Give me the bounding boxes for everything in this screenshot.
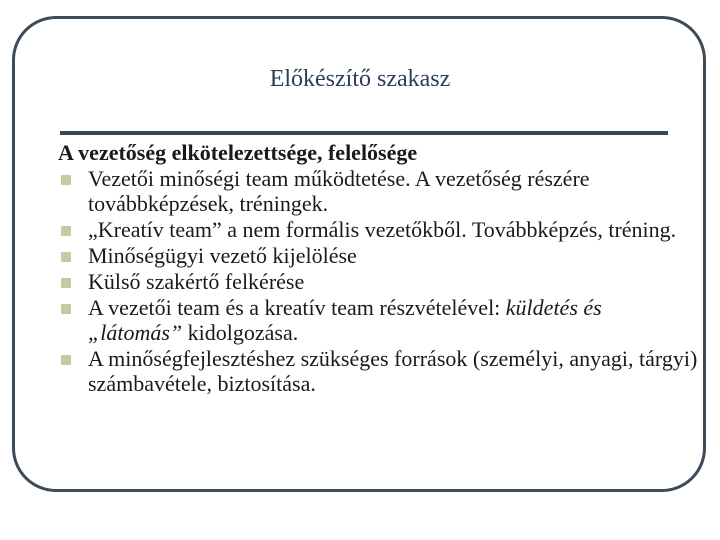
bullet-icon xyxy=(61,304,71,314)
list-item xyxy=(58,243,698,268)
bullet-icon xyxy=(61,175,71,185)
list-item xyxy=(58,166,698,216)
bullet-icon xyxy=(61,278,71,288)
bullet-icon xyxy=(61,226,71,236)
slide-title: Előkészítő szakasz xyxy=(269,66,451,92)
title-divider xyxy=(60,131,668,135)
list-item-text-start: A vezetői team és a kreatív team részvételével: xyxy=(88,295,506,320)
list-item-text: Külső szakértő felkérése xyxy=(88,269,305,294)
list-item xyxy=(58,269,698,294)
bullet-list xyxy=(58,166,698,396)
list-item xyxy=(58,295,698,345)
list-item-text: Vezetői minőségi team működtetése. A vezetőség részére továbbképzések, tréningek. xyxy=(88,166,590,216)
bullet-icon xyxy=(61,252,71,262)
list-item xyxy=(58,346,698,396)
list-item xyxy=(58,217,698,242)
list-item-text: Minőségügyi vezető kijelölése xyxy=(88,243,357,268)
bullet-icon xyxy=(61,355,71,365)
list-item-text: A minőségfejlesztéshez szükséges források (személyi, anyagi, tárgyi) számbavétele, biztosítása. xyxy=(88,346,698,396)
list-item-emphasis: küldetés és „látomás” xyxy=(88,295,602,345)
list-item-text-end: kidolgozása. xyxy=(182,320,299,345)
list-item-text: „Kreatív team” a nem formális vezetőkből. Továbbképzés, tréning. xyxy=(88,217,677,242)
slide-content xyxy=(58,140,698,397)
section-heading: A vezetőség elkötelezettsége, felelősége xyxy=(58,140,418,165)
